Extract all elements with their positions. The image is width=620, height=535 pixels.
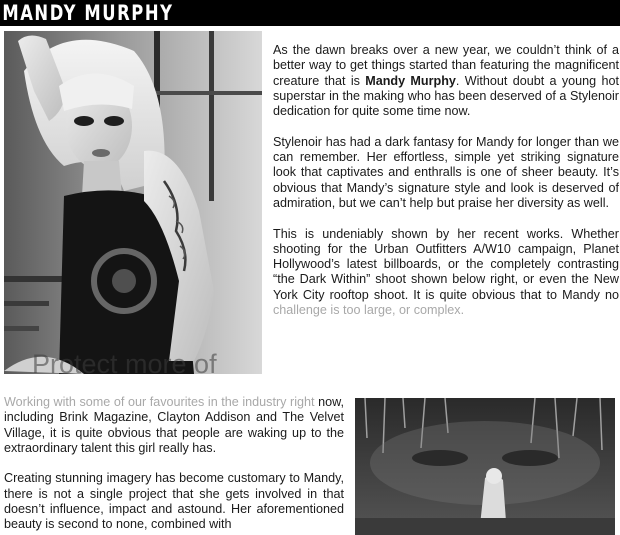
article-continued: [4, 395, 344, 533]
paragraph-4: Working with some of our favourites in the industry right now, including Brink Magazine, Clayton Addison and The Velvet Village, it is quite obvious that people are waking up to the extraordinary talent this girl really has.: [4, 395, 344, 455]
page-title: MANDY MURPHY: [2, 1, 174, 25]
paragraph-3: This is undeniably shown by her recent works. Whether shooting for the Urban Outfitters A/W10 campaign, Planet Hollywood’s latest billboards, or the completely contrasting “the Dark Within” shoot shown below right, or even the New York City rooftop shoot. It is quite obvious that to Mandy no challenge is too large, or complex.: [273, 226, 619, 318]
paragraph-2: Stylenoir has had a dark fantasy for Mandy for longer than we can remember. Her effortless, simple yet striking signature look that captivates and enthralls is one of sheer beauty. It’s obvious that Mandy’s signature style and look is deserved of admiration, but we can’t help but praise her diversity as well.: [273, 134, 619, 210]
paragraph-5: Creating stunning imagery has become customary to Mandy, there is not a single project that she gets involved in that doesn’t influence, impact and astound. Her aforementioned beauty is second to none, combined with: [4, 471, 344, 532]
article-intro: [273, 43, 619, 318]
dark-within-photo: [355, 398, 615, 535]
title-bar: [0, 0, 620, 26]
featured-name: Mandy Murphy: [365, 73, 456, 88]
portrait-photo: [4, 31, 262, 374]
watermark-text: Protect more of: [32, 349, 217, 374]
paragraph-1: As the dawn breaks over a new year, we couldn’t think of a better way to get things started than featuring the magnificent creature that is Mandy Murphy. Without doubt a young hot superstar in the making who has been deserved of a Stylenoir dedication for quite some time now.: [273, 43, 619, 119]
